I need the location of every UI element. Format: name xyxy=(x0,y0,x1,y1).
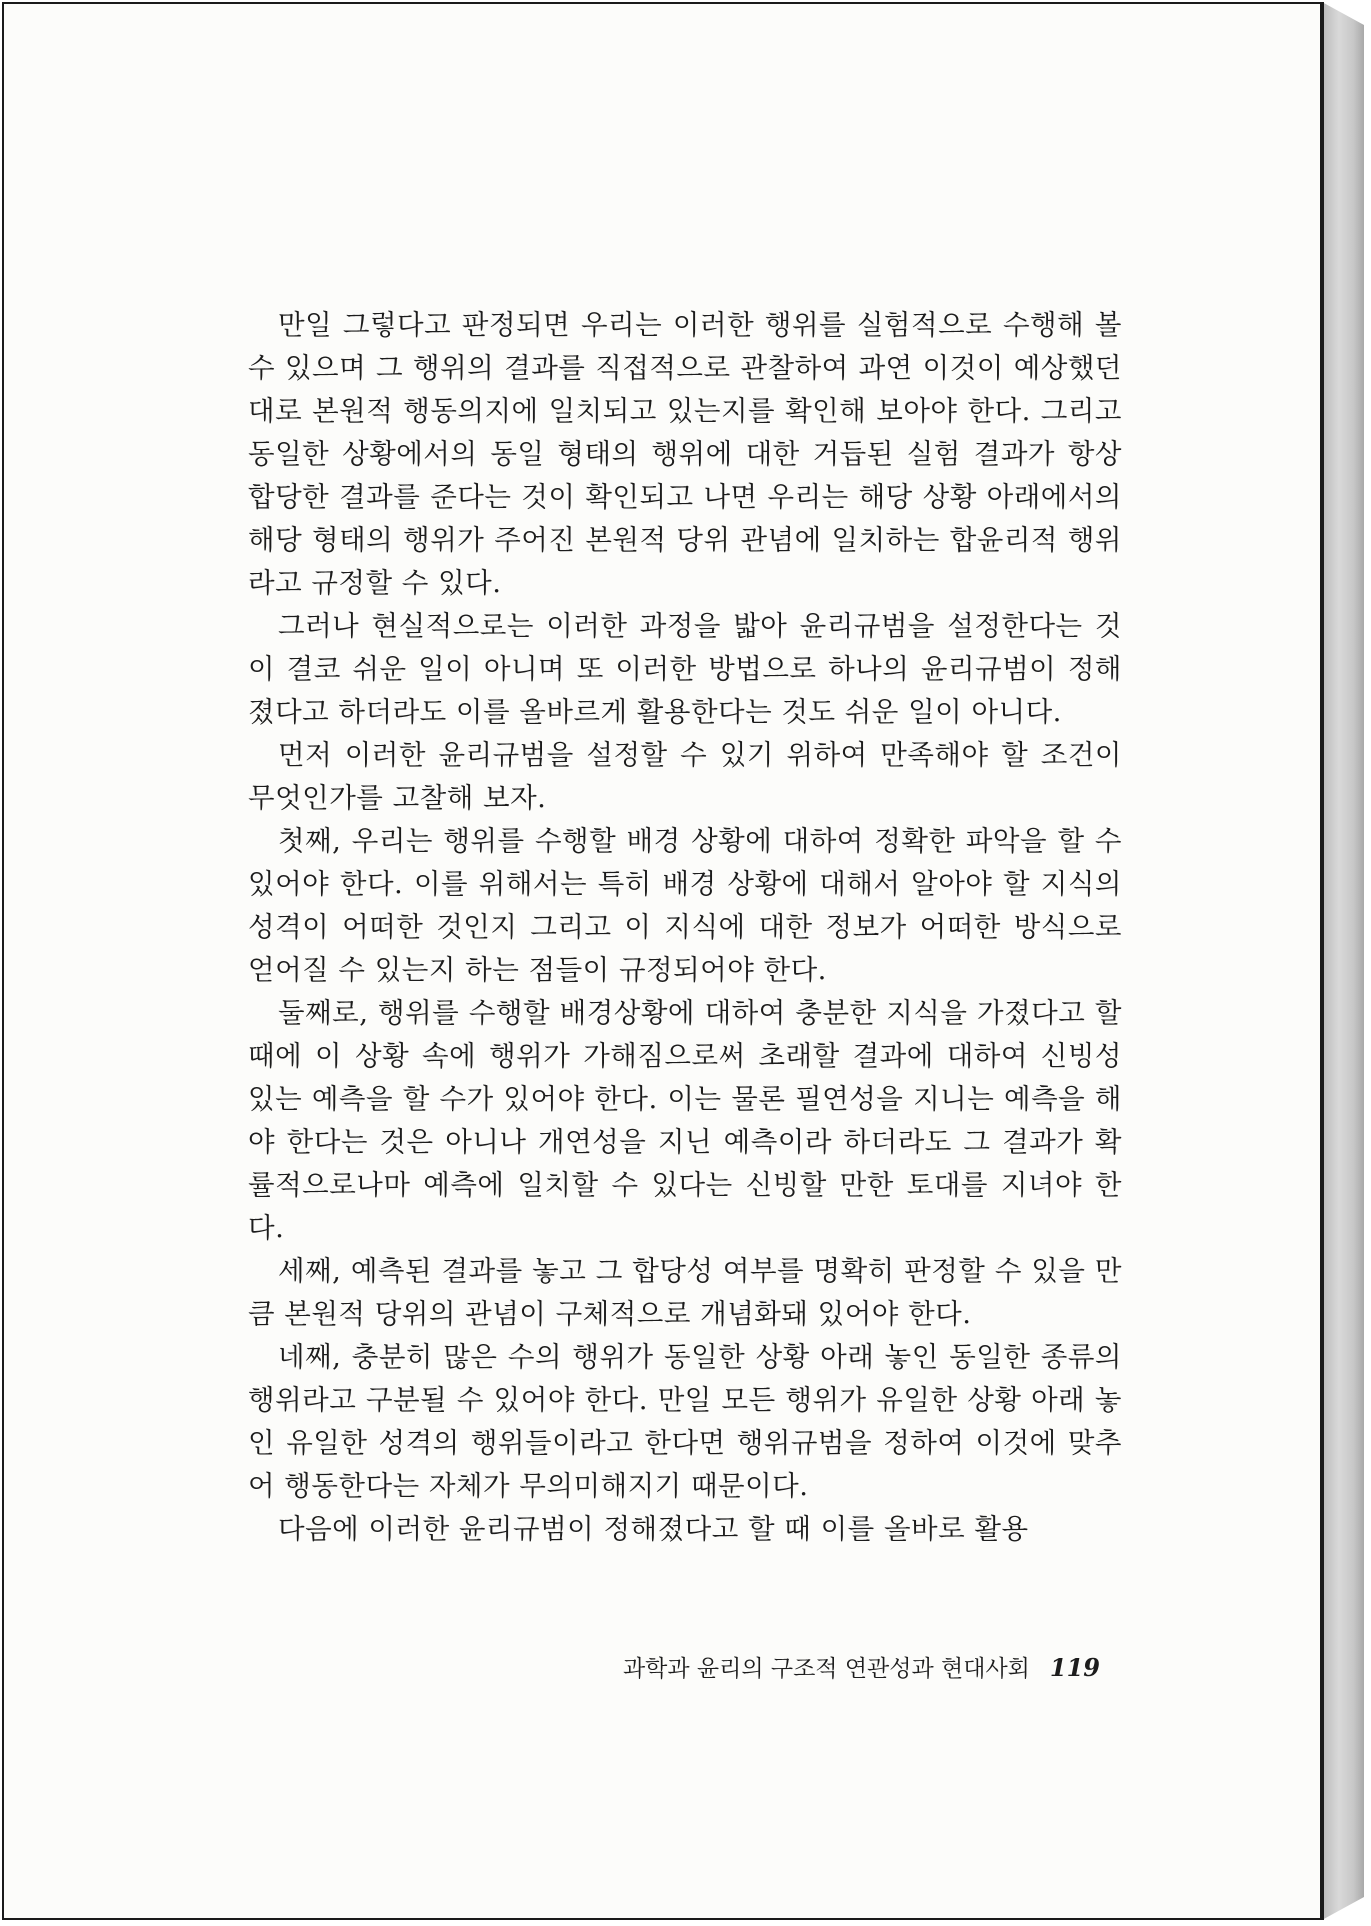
paragraph-5: 둘째로, 행위를 수행할 배경상황에 대하여 충분한 지식을 가졌다고 할 때에 이 상황 속에 행위가 가해짐으로써 초래할 결과에 대하여 신빙성 있는 예측을 할 수가 있어야 한다. 이는 물론 필연성을 지니는 예측을 해야 한다는 것은 아니나 개연성을 지닌 예측이라 하더라도 그 결과가 확률적으로나마 예측에 일치할 수 있다는 신빙할 만한 토대를 지녀야 한다. xyxy=(248,997,1122,1244)
running-footer xyxy=(540,1650,1100,1683)
paragraph-6: 세째, 예측된 결과를 놓고 그 합당성 여부를 명확히 판정할 수 있을 만큼 본원적 당위의 관념이 구체적으로 개념화돼 있어야 한다. xyxy=(248,1255,1122,1330)
paragraph-2: 그러나 현실적으로는 이러한 과정을 밟아 윤리규범을 설정한다는 것이 결코 쉬운 일이 아니며 또 이러한 방법으로 하나의 윤리규범이 정해졌다고 하더라도 이를 올바르게 활용한다는 것도 쉬운 일이 아니다. xyxy=(248,610,1122,728)
running-title: 과학과 윤리의 구조적 연관성과 현대사회 xyxy=(622,1656,1030,1682)
paragraph-3: 먼저 이러한 윤리규범을 설정할 수 있기 위하여 만족해야 할 조건이 무엇인가를 고찰해 보자. xyxy=(248,739,1122,814)
paragraph-8: 다음에 이러한 윤리규범이 정해졌다고 할 때 이를 올바로 활용 xyxy=(278,1513,1029,1545)
page-edge-border xyxy=(1322,2,1324,1920)
page-number: 119 xyxy=(1049,1653,1100,1682)
body-text xyxy=(248,304,1122,1551)
paragraph-7: 네째, 충분히 많은 수의 행위가 동일한 상황 아래 놓인 동일한 종류의 행위라고 구분될 수 있어야 한다. 만일 모든 행위가 유일한 상황 아래 놓인 유일한 성격의 행위들이라고 한다면 행위규범을 정하여 이것에 맞추어 행동한다는 자체가 무의미해지기 때문이다. xyxy=(248,1341,1122,1502)
paragraph-4: 첫째, 우리는 행위를 수행할 배경 상황에 대하여 정확한 파악을 할 수 있어야 한다. 이를 위해서는 특히 배경 상황에 대해서 알아야 할 지식의 성격이 어떠한 것인지 그리고 이 지식에 대한 정보가 어떠한 방식으로 얻어질 수 있는지 하는 점들이 규정되어야 한다. xyxy=(248,825,1122,986)
page-edge-shadow xyxy=(1322,2,1364,1920)
paragraph-1: 만일 그렇다고 판정되면 우리는 이러한 행위를 실험적으로 수행해 볼 수 있으며 그 행위의 결과를 직접적으로 관찰하여 과연 이것이 예상했던 대로 본원적 행동의지에 일치되고 있는지를 확인해 보아야 한다. 그리고 동일한 상황에서의 동일 형태의 행위에 대한 거듭된 실험 결과가 항상 합당한 결과를 준다는 것이 확인되고 나면 우리는 해당 상황 아래에서의 해당 형태의 행위가 주어진 본원적 당위 관념에 일치하는 합윤리적 행위라고 규정할 수 있다. xyxy=(248,309,1122,599)
